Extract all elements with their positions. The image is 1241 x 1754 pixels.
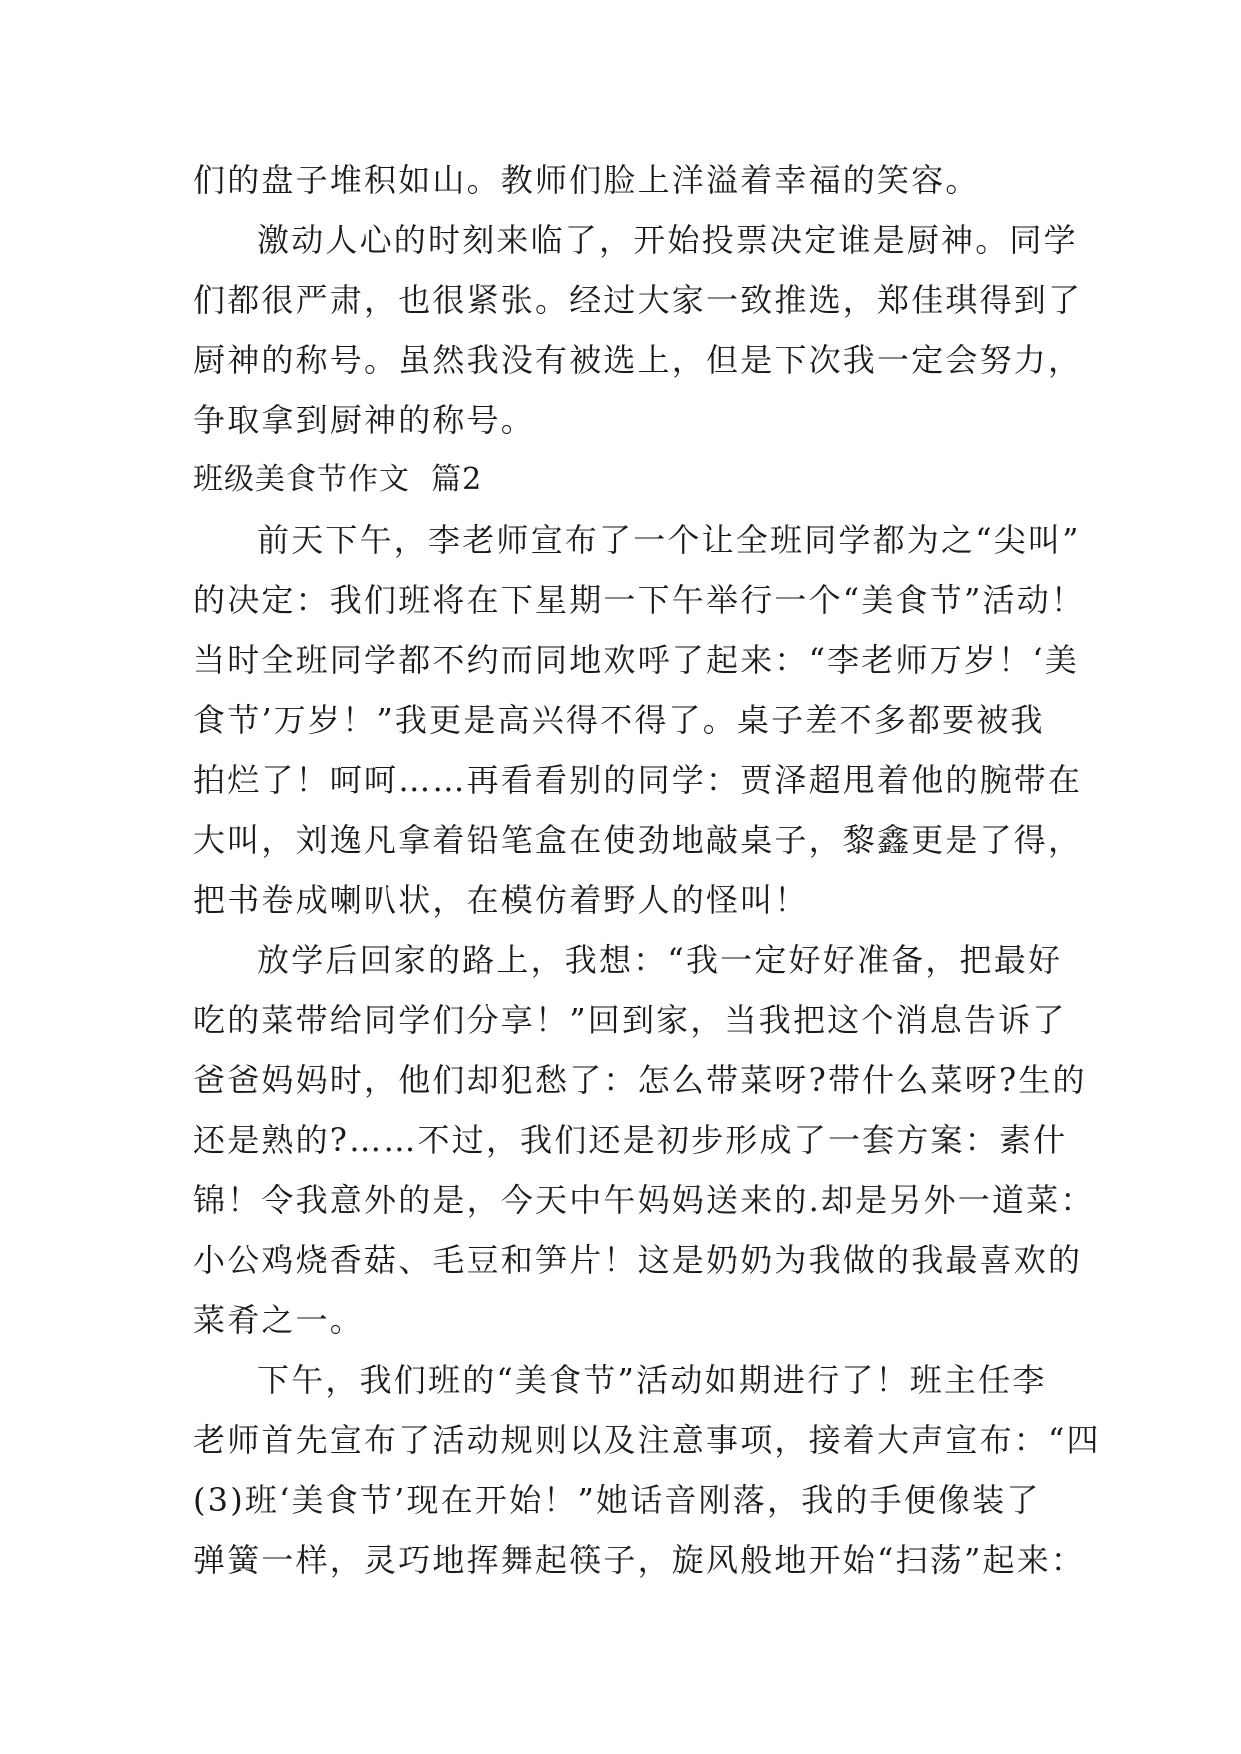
text-line: (3)班‘美食节’现在开始！”她话音刚落，我的手便像装了 (193, 1481, 1041, 1519)
text-line: 弹簧一样，灵巧地挥舞起筷子，旋风般地开始“扫荡”起来： (193, 1541, 1086, 1579)
text-line: 把书卷成喇叭状，在模仿着野人的怪叫！ (193, 881, 809, 919)
text-line: 前天下午，李老师宣布了一个让全班同学都为之“尖叫” (257, 521, 1081, 559)
text-line: 大叫，刘逸凡拿着铅笔盒在使劲地敲桌子，黎鑫更是了得， (193, 821, 1083, 859)
text-line: 放学后回家的路上，我想：“我一定好好准备，把最好 (257, 941, 1063, 979)
document-page (193, 150, 1101, 1590)
text-line: 吃的菜带给同学们分享！”回到家，当我把这个消息告诉了 (193, 1001, 1067, 1039)
text-line: 下午，我们班的“美食节”活动如期进行了！班主任李 (257, 1361, 1047, 1399)
paragraph-festival (193, 1350, 1101, 1590)
text-line: 激动人心的时刻来临了，开始投票决定谁是厨神。同学 (257, 221, 1078, 259)
paragraph-vote (193, 210, 1083, 450)
paragraph-continuation (193, 150, 1053, 210)
text-line: 食节’万岁！”我更是高兴得不得了。桌子差不多都要被我 (193, 701, 1045, 739)
text-line: 争取拿到厨神的称号。 (193, 401, 536, 439)
text-line: 小公鸡烧香菇、毛豆和笋片！这是奶奶为我做的我最喜欢的 (193, 1241, 1083, 1279)
text-line: 还是熟的?……不过，我们还是初步形成了一套方案：素什 (193, 1121, 1068, 1159)
text-line: 当时全班同学都不约而同地欢呼了起来：“李老师万岁！‘美 (193, 641, 1079, 679)
paragraph-preparation (193, 930, 1095, 1350)
paragraph-announcement (193, 510, 1086, 930)
section-title: 班级美食节作文 篇2 (193, 462, 483, 497)
text-line: 菜肴之一。 (193, 1301, 365, 1339)
text-line: 拍烂了！呵呵……再看看别的同学：贾泽超甩着他的腕带在 (193, 761, 1083, 799)
text-line: 们都很严肃，也很紧张。经过大家一致推选，郑佳琪得到了 (193, 281, 1083, 319)
text-line: 老师首先宣布了活动规则以及注意事项，接着大声宣布：“四 (193, 1421, 1101, 1459)
text-line: 爸爸妈妈时，他们却犯愁了：怎么带菜呀?带什么菜呀?生的 (193, 1061, 1087, 1099)
text-line: 厨神的称号。虽然我没有被选上，但是下次我一定会努力， (193, 341, 1083, 379)
text-line: 的决定：我们班将在下星期一下午举行一个“美食节”活动！ (193, 581, 1086, 619)
text-line: 们的盘子堆积如山。教师们脸上洋溢着幸福的笑容。 (193, 161, 980, 199)
text-line: 锦！令我意外的是，今天中午妈妈送来的.却是另外一道菜： (193, 1181, 1095, 1219)
